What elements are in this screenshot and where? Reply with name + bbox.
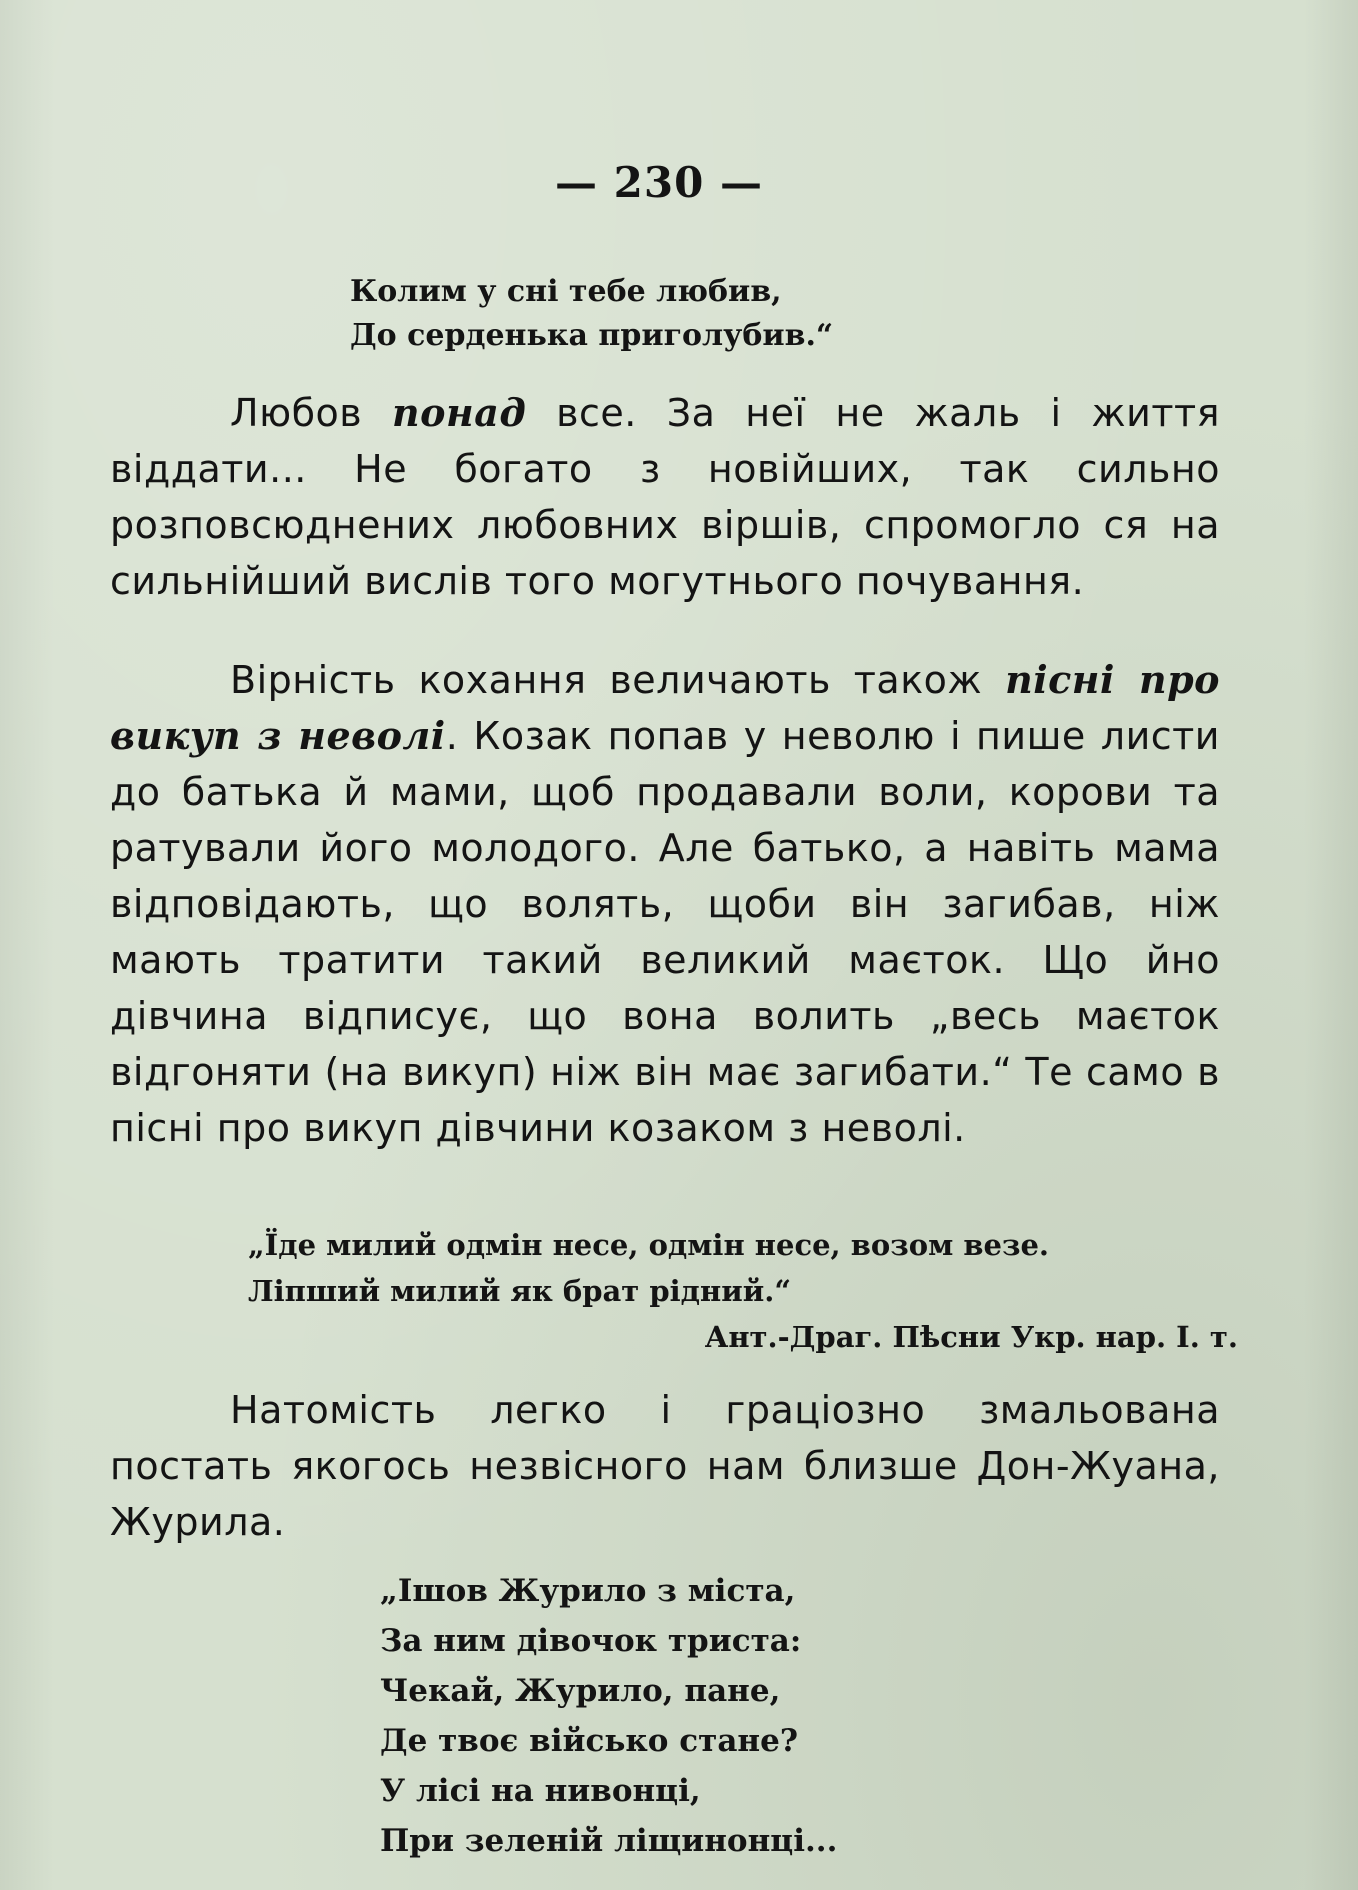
verse-line: При зеленій ліщинонці... xyxy=(380,1823,838,1859)
paragraph-zhurylo: Натомість легко і граціозно змальована постать якогось незвісного нам близше Дон-Жуана, Журила. xyxy=(110,1388,1220,1544)
paragraph-text: все. За неї не жаль і життя віддати... Не богато з новійших, так сильно розповсюднених любовних віршів, спромогло ся на сильнійший вислів того могутнього почування. xyxy=(110,391,1220,603)
page-number: — 230 — xyxy=(555,158,763,207)
italic-term: пісні про викуп з неволі xyxy=(110,657,1220,758)
verse-quote-1 xyxy=(350,270,833,358)
verse-line: До серденька приголубив.“ xyxy=(350,318,834,353)
verse-line: „Їде милий одмін несе, одмін несе, возом везе. xyxy=(248,1228,1050,1262)
verse-quote-3 xyxy=(380,1566,837,1866)
italic-term: понад xyxy=(392,390,527,435)
paragraph-text: Вірність кохання величають також xyxy=(230,658,1006,702)
paragraph-text: Любов xyxy=(230,391,393,435)
source-citation: Ант.-Драг. Пѣсни Укр. нар. І. т. xyxy=(704,1320,1238,1354)
verse-line: Колим у сні тебе любив, xyxy=(350,274,782,309)
verse-line: У лісі на нивонці, xyxy=(380,1773,701,1809)
paragraph-text: . Козак попав у неволю і пише листи до батька й мами, щоб продавали воли, корови та ратували його молодого. Але батько, а навіть мама відповідають, що волять, щоби він загибав, ніж мають тратити такий великий маєток. Що йно дівчина відписує, що вона волить „весь маєток відгоняти (на викуп) ніж він має загибати.“ Те само в пісні про викуп дівчини козаком з неволі. xyxy=(110,714,1220,1150)
verse-line: Ліпший милий як брат рідний.“ xyxy=(248,1274,792,1308)
verse-line: „Ішов Журило з міста, xyxy=(380,1573,796,1609)
paragraph-love xyxy=(110,385,1220,609)
verse-quote-2 xyxy=(248,1222,1238,1360)
verse-line: Чекай, Журило, пане, xyxy=(380,1673,781,1709)
paragraph-captivity-songs xyxy=(110,652,1220,1156)
verse-line: Де твоє військо стане? xyxy=(380,1723,799,1759)
verse-line: За ним дівочок триста: xyxy=(380,1623,802,1659)
